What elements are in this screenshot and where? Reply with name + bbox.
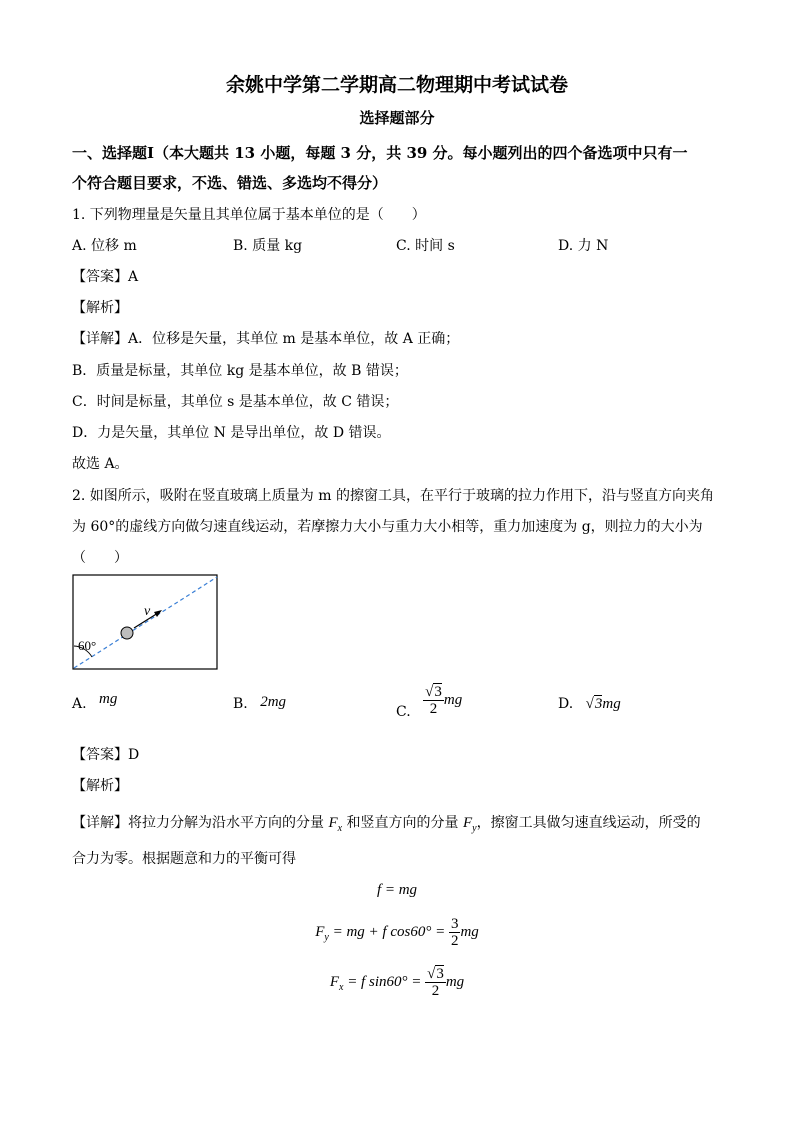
q1-option-b: B. 质量 kg bbox=[233, 238, 303, 254]
q1-stem: 1. 下列物理量是矢量且其单位属于基本单位的是（ ） bbox=[72, 207, 426, 223]
q2-detail-line1: 【详解】将拉力分解为沿水平方向的分量 $F_x$ 和竖直方向的分量 $F_y$，擦窗工具做匀速直线运动，所受的 bbox=[72, 815, 701, 834]
angle-label: 60° bbox=[78, 638, 97, 653]
q1-detail-line: B．质量是标量，其单位 kg 是基本单位，故 B 错误； bbox=[72, 363, 408, 379]
section-header-line2: 个符合题目要求，不选、错选、多选均不得分） bbox=[72, 174, 388, 192]
q2-option-c bbox=[396, 684, 463, 720]
velocity-label: v bbox=[144, 604, 151, 619]
q1-detail-line: D．力是矢量，其单位 N 是导出单位，故 D 错误。 bbox=[72, 425, 391, 441]
fraction: $\frac{√3}{2}$ bbox=[425, 684, 442, 717]
option-letter: B. bbox=[233, 696, 248, 712]
q1-analysis-tag: 【解析】 bbox=[72, 300, 128, 316]
q1-option-c: C. 时间 s bbox=[396, 238, 455, 254]
option-value: 2mg bbox=[260, 694, 287, 710]
page-title: 余姚中学第二学期高二物理期中考试试卷 bbox=[225, 74, 568, 96]
q2-option-a bbox=[72, 691, 118, 713]
equation-2: $F_y$ = mg + f cos60° = $\frac{3}{2}$ mg bbox=[315, 916, 479, 949]
option-value: mg bbox=[99, 691, 118, 707]
q2-stem-line1: 2. 如图所示，吸附在竖直玻璃上质量为 m 的擦窗工具，在平行于玻璃的拉力作用下，沿与竖直方向夹角 bbox=[72, 488, 714, 504]
q2-stem-line2: 为 60°的虚线方向做匀速直线运动，若摩擦力大小与重力大小相等，重力加速度为 g，则拉力的大小为 bbox=[72, 519, 703, 535]
q2-figure bbox=[72, 574, 220, 672]
option-letter: C. bbox=[396, 703, 411, 720]
q1-answer: 【答案】A bbox=[72, 269, 139, 285]
fy-symbol: $F_y$ bbox=[462, 815, 477, 834]
option-letter: A. bbox=[72, 696, 87, 712]
option-value: √3mg bbox=[585, 696, 621, 712]
q2-option-d bbox=[558, 696, 621, 713]
cleaning-tool bbox=[121, 627, 133, 639]
q1-option-a: A. 位移 m bbox=[72, 238, 137, 254]
fraction: $\frac{√3}{2}$ bbox=[427, 966, 444, 999]
q2-detail-line2: 合力为零。根据题意和力的平衡可得 bbox=[72, 851, 296, 867]
equation-1: f = mg bbox=[376, 882, 418, 898]
fx-symbol: $F_x$ bbox=[328, 815, 343, 834]
section-subtitle: 选择题部分 bbox=[359, 109, 435, 127]
q1-detail-line: 【详解】A．位移是矢量，其单位 m 是基本单位，故 A 正确； bbox=[72, 331, 460, 347]
q2-analysis-tag: 【解析】 bbox=[72, 778, 128, 794]
fraction: $\frac{3}{2}$ bbox=[450, 916, 459, 949]
q1-option-d: D. 力 N bbox=[558, 238, 609, 254]
q2-stem-line3: （ ） bbox=[72, 550, 128, 566]
equation-3: $F_x = f$ sin60° = $\frac{√3}{2}$ mg bbox=[329, 966, 465, 999]
option-letter: D. bbox=[558, 696, 574, 712]
q1-detail-line: 故选 A。 bbox=[72, 456, 129, 472]
q1-detail-line: C．时间是标量，其单位 s 是基本单位，故 C 错误； bbox=[72, 394, 399, 410]
q2-answer: 【答案】D bbox=[72, 747, 140, 763]
section-header-line1: 一、选择题Ⅰ（本大题共 13 小题，每题 3 分，共 39 分。每小题列出的四个备选项中只有一 bbox=[72, 144, 688, 162]
option-value: $\frac{√3}{2}$ mg bbox=[425, 684, 463, 717]
q2-option-b bbox=[233, 696, 286, 713]
